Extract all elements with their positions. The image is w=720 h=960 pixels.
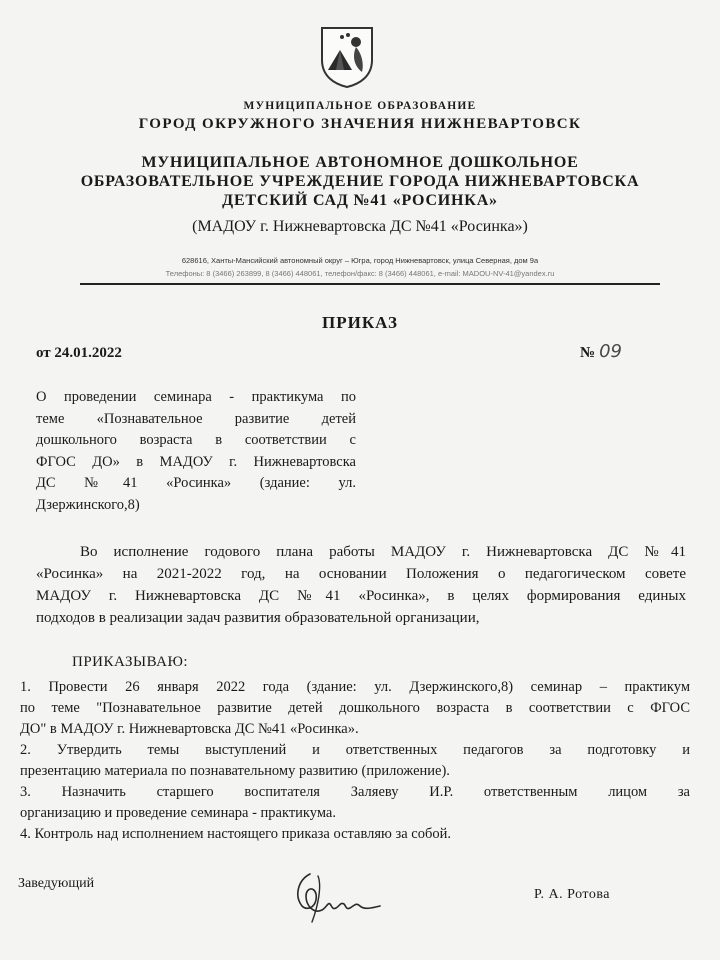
subject-line: ДС №41 «Росинка» (здание: ул.: [36, 475, 356, 491]
handwritten-signature: [288, 866, 388, 928]
order-item-line: 2. Утвердить темы выступлений и ответственных педагогов за подготовку и: [20, 742, 690, 758]
preamble-line: Во исполнение годового плана работы МАДОУ г. Нижневартовска ДС №41: [80, 544, 686, 560]
subject-line: Дзержинского,8): [36, 496, 140, 513]
preamble-line: МАДОУ г. Нижневартовска ДС №41 «Росинка», в целях формирования единых: [36, 588, 686, 604]
order-command: ПРИКАЗЫВАЮ:: [72, 654, 189, 670]
order-preamble: [36, 541, 686, 629]
order-subject: [36, 387, 356, 516]
signatory-position: Заведующий: [18, 876, 95, 891]
subject-line: дошкольного возраста в соответствии с: [36, 432, 356, 448]
municipality-line-1: МУНИЦИПАЛЬНОЕ ОБРАЗОВАНИЕ: [243, 100, 477, 112]
order-date: от 24.01.2022: [36, 345, 122, 361]
subject-line: О проведении семинара - практикума по: [36, 389, 356, 405]
order-item-line: презентацию материала по познавательному развитию (приложение).: [20, 763, 450, 779]
preamble-line: подходов в реализации задач развития образовательной организации,: [36, 610, 480, 626]
order-items: [20, 677, 690, 845]
organization-address: 628616, Ханты-Мансийский автономный округ – Югра, город Нижневартовск, улица Северная, дом 9а: [181, 256, 539, 265]
organization-line-3: ДЕТСКИЙ САД №41 «РОСИНКА»: [222, 192, 498, 209]
preamble-line: «Росинка» на 2021-2022 год, на основании Положения о педагогическом совете: [36, 566, 686, 582]
order-number-value: 09: [599, 341, 622, 362]
organization-line-2: ОБРАЗОВАТЕЛЬНОЕ УЧРЕЖДЕНИЕ ГОРОДА НИЖНЕВАРТОВСКА: [80, 173, 640, 190]
order-item-line: 3. Назначить старшего воспитателя Заляеву И.Р. ответственным лицом за: [20, 784, 690, 800]
organization-contacts: Телефоны: 8 (3466) 263899, 8 (3466) 448061, телефон/факс: 8 (3466) 448061, e-mail: MADOU-NV-41@yandex.ru: [165, 269, 555, 278]
organization-line-1: МУНИЦИПАЛЬНОЕ АВТОНОМНОЕ ДОШКОЛЬНОЕ: [141, 154, 579, 171]
municipality-line-2: ГОРОД ОКРУЖНОГО ЗНАЧЕНИЯ НИЖНЕВАРТОВСК: [138, 116, 582, 132]
coat-of-arms-icon: [318, 26, 376, 88]
order-item-line: организацию и проведение семинара - практикума.: [20, 805, 336, 821]
order-item-line: 1. Провести 26 января 2022 года (здание: ул. Дзержинского,8) семинар – практикум: [20, 679, 690, 695]
subject-line: теме «Познавательное развитие детей: [36, 410, 356, 427]
organization-short-name: (МАДОУ г. Нижневартовска ДС №41 «Росинка»): [192, 218, 528, 235]
signatory-name: Р. А. Ротова: [534, 887, 610, 902]
order-number-label: №: [580, 345, 596, 361]
order-title: ПРИКАЗ: [322, 313, 398, 332]
order-item-line: по теме "Познавательное развитие детей дошкольного возраста в соответствии с ФГОС: [20, 700, 690, 716]
order-item-line: ДО" в МАДОУ г. Нижневартовска ДС №41 «Росинка».: [20, 721, 359, 737]
order-number: [580, 341, 622, 362]
subject-line: ФГОС ДО» в МАДОУ г. Нижневартовска: [36, 453, 356, 470]
header-divider: [80, 283, 660, 285]
order-item-line: 4. Контроль над исполнением настоящего приказа оставляю за собой.: [20, 826, 451, 842]
